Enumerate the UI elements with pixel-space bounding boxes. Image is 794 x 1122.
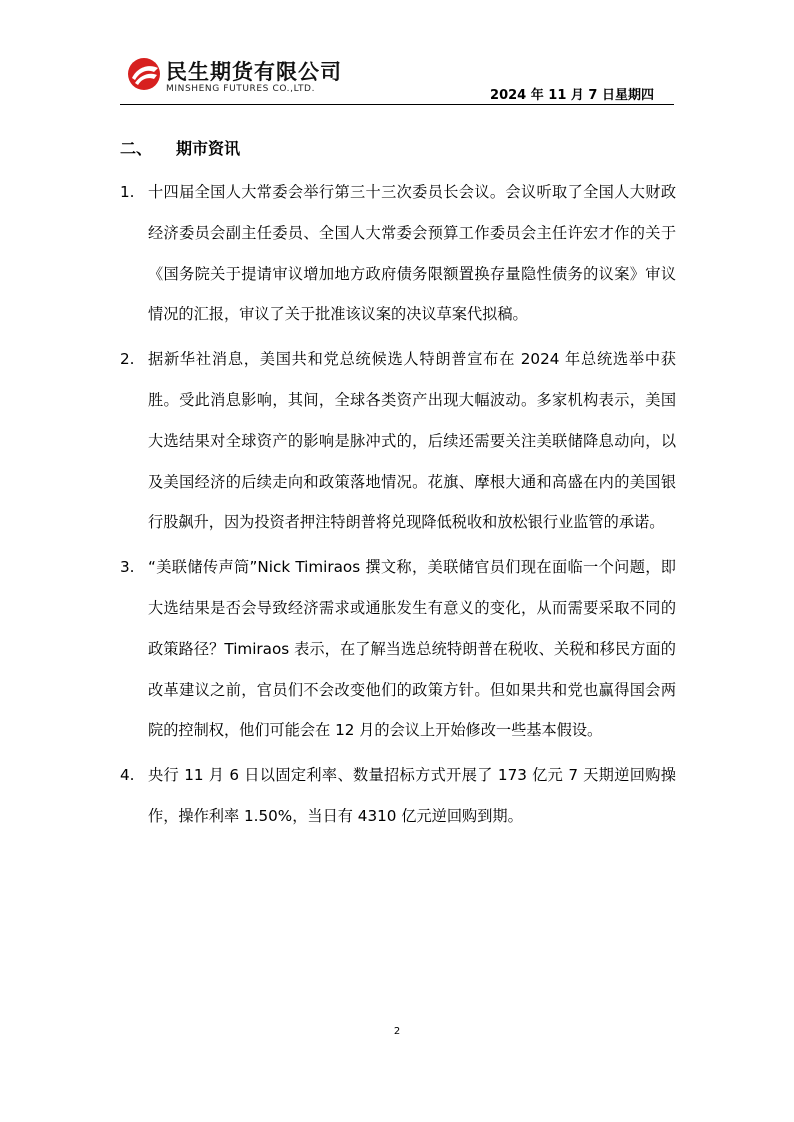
news-list — [120, 172, 676, 841]
page-number: 2 — [393, 1026, 401, 1037]
company-name-en: MINSHENG FUTURES CO.,LTD. — [166, 84, 316, 94]
list-item — [120, 172, 676, 335]
list-item-index: 2. — [120, 350, 135, 369]
list-item-text: 据新华社消息，美国共和党总统候选人特朗普宣布在 2024 年总统选举中获胜。受此消息影响，其间，全球各类资产出现大幅波动。多家机构表示，美国大选结果对全球资产的影响是脉冲式的，后续还需要关注美联储降息动向，以及美国经济的后续走向和政策落地情况。花旗、摩根大通和高盛在内的美国银行股飙升，因为投资者押注特朗普将兑现降低税收和放松银行业监管的承诺。 — [148, 350, 676, 532]
list-item — [120, 547, 676, 751]
list-item-index: 4. — [120, 766, 135, 785]
list-item — [120, 339, 676, 543]
list-item-text: “美联储传声筒”Nick Timiraos 撰文称，美联储官员们现在面临一个问题，即大选结果是否会导致经济需求或通胀发生有意义的变化，从而需要采取不同的政策路径？Timiraos 表示，在了解当选总统特朗普在税收、关税和移民方面的改革建议之前，官员们不会改变他们的政策方针。但如果共和党也赢得国会两院的控制权，他们可能会在 12 月的会议上开始修改一些基本假设。 — [148, 558, 676, 740]
list-item-index: 1. — [120, 183, 135, 201]
list-item-text: 十四届全国人大常委会举行第三十三次委员长会议。会议听取了全国人大财政经济委员会副主任委员、全国人大常委会预算工作委员会主任许宏才作的关于《国务院关于提请审议增加地方政府债务限额置换存量隐性债务的议案》审议情况的汇报，审议了关于批准该议案的决议草案代拟稿。 — [148, 183, 676, 324]
header-divider — [120, 104, 674, 105]
list-item-index: 3. — [120, 558, 135, 577]
minsheng-logo-icon — [126, 56, 162, 92]
company-name-cn: 民生期货有限公司 — [166, 60, 342, 84]
page-header — [120, 50, 674, 105]
report-date: 2024 年 11 月 7 日星期四 — [490, 88, 654, 103]
section-title — [120, 136, 240, 159]
section-title-text: 期市资讯 — [176, 139, 241, 158]
list-item — [120, 755, 676, 837]
list-item-text: 央行 11 月 6 日以固定利率、数量招标方式开展了 173 亿元 7 天期逆回购操作，操作利率 1.50%，当日有 4310 亿元逆回购到期。 — [148, 766, 676, 825]
section-number: 二、 — [120, 139, 153, 158]
